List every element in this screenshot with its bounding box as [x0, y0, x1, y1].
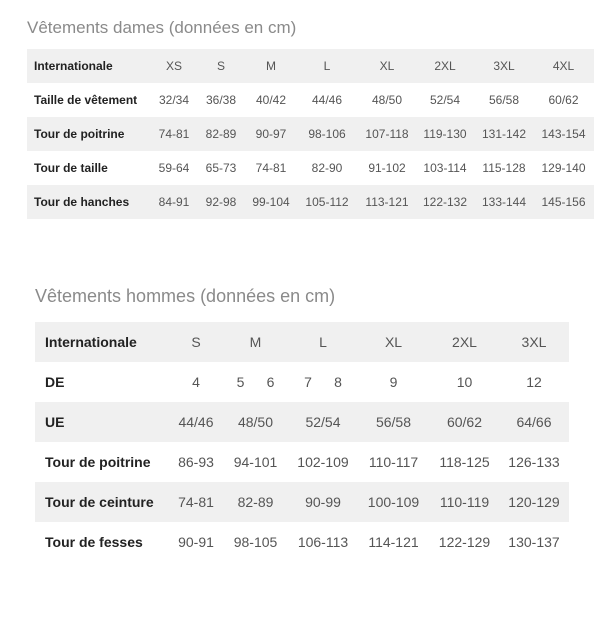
table-header-row [27, 49, 594, 83]
table-row [27, 151, 594, 185]
table-cell: 107-118 [365, 127, 409, 141]
table-cell: 129-140 [541, 161, 586, 175]
table-cell: 119-130 [423, 127, 467, 141]
row-label: Tour de poitrine [45, 454, 151, 470]
table-cell: 86-93 [178, 454, 214, 470]
header-cell: S [191, 334, 201, 350]
women-size-table [27, 49, 594, 219]
table-row [27, 185, 594, 219]
table-cell: 105-112 [305, 195, 349, 209]
women-size-table-title: Vêtements dames (données en cm) [27, 18, 297, 37]
header-cell: L [319, 334, 327, 350]
table-cell: 92-98 [205, 195, 237, 209]
row-label: DE [45, 374, 65, 390]
header-cell: XL [379, 59, 395, 73]
table-cell-value: 7 [304, 374, 312, 390]
table-cell: 74-81 [178, 494, 214, 510]
table-row [35, 442, 569, 482]
row-label: Tour de poitrine [34, 127, 125, 141]
table-cell: 9 [389, 374, 398, 390]
row-label: Tour de hanches [34, 195, 130, 209]
table-cell: 12 [526, 374, 542, 390]
table-cell: 52/54 [429, 93, 461, 107]
header-cell: 2XL [434, 59, 456, 73]
table-cell: 59-64 [158, 161, 190, 175]
table-cell: 48/50 [237, 414, 274, 430]
row-label: Tour de taille [34, 161, 108, 175]
table-cell: 90-97 [255, 127, 287, 141]
table-cell: 74-81 [255, 161, 287, 175]
header-cell: XS [165, 59, 182, 73]
table-cell: 99-104 [252, 195, 290, 209]
table-cell-value: 8 [334, 374, 342, 390]
table-cell-value: 5 [236, 374, 245, 390]
table-cell: 110-119 [439, 494, 490, 510]
table-cell: 94-101 [233, 454, 278, 470]
table-cell: 48/50 [371, 93, 403, 107]
table-cell: 82-89 [205, 127, 237, 141]
table-cell: 44/46 [311, 93, 343, 107]
table-cell: 122-129 [438, 534, 491, 550]
table-cell: 103-114 [423, 161, 467, 175]
table-cell: 145-156 [541, 195, 586, 209]
table-cell: 82-90 [311, 161, 343, 175]
table-cell: 143-154 [541, 127, 586, 141]
table-row [35, 522, 569, 562]
table-cell: 91-102 [368, 161, 406, 175]
table-cell: 32/34 [158, 93, 190, 107]
table-cell-value: 6 [266, 374, 275, 390]
row-label: UE [45, 414, 65, 430]
row-label: Tour de fesses [45, 534, 143, 550]
table-cell: 56/58 [375, 414, 412, 430]
size-pair [293, 374, 353, 390]
table-cell: 56/58 [488, 93, 520, 107]
header-cell: 4XL [552, 59, 575, 73]
table-cell: 118-125 [439, 454, 490, 470]
header-cell: M [249, 334, 262, 350]
table-cell: 115-128 [482, 161, 526, 175]
table-cell: 113-121 [365, 195, 409, 209]
table-cell: 131-142 [481, 127, 527, 141]
table-cell: 36/38 [205, 93, 237, 107]
table-cell: 90-91 [178, 534, 214, 550]
table-cell: 106-113 [297, 534, 349, 550]
table-cell: 130-137 [508, 534, 560, 550]
header-cell: S [216, 59, 225, 73]
header-cell: L [323, 59, 331, 73]
table-cell: 82-89 [237, 494, 274, 510]
table-cell [289, 362, 357, 402]
table-cell: 60/62 [446, 414, 483, 430]
header-cell: Internationale [34, 59, 113, 73]
table-row [27, 83, 594, 117]
row-label: Tour de ceinture [45, 494, 154, 510]
table-cell: 4 [192, 374, 200, 390]
table-row [35, 482, 569, 522]
table-cell: 64/66 [516, 414, 552, 430]
table-row [27, 117, 594, 151]
header-cell: 3XL [493, 59, 515, 73]
table-cell: 122-132 [422, 195, 468, 209]
table-cell: 44/46 [178, 414, 214, 430]
table-cell: 126-133 [508, 454, 560, 470]
header-cell: 3XL [521, 334, 547, 350]
table-cell: 110-117 [368, 454, 419, 470]
table-cell: 74-81 [158, 127, 190, 141]
header-cell: Internationale [45, 334, 137, 350]
header-cell: M [266, 59, 276, 73]
table-cell: 90-99 [305, 494, 341, 510]
table-cell: 84-91 [158, 195, 190, 209]
table-cell: 120-129 [508, 494, 560, 510]
men-size-table-title: Vêtements hommes (données en cm) [35, 286, 336, 306]
table-cell: 114-121 [368, 534, 419, 550]
size-pair [226, 374, 286, 390]
table-cell: 133-144 [481, 195, 527, 209]
table-cell: 98-105 [233, 534, 278, 550]
table-cell: 60/62 [548, 93, 579, 107]
table-cell [222, 362, 289, 402]
table-header-row [35, 322, 569, 362]
row-label: Taille de vêtement [34, 93, 138, 107]
table-cell: 98-106 [308, 127, 346, 141]
men-size-table [35, 322, 569, 562]
table-cell: 102-109 [297, 454, 349, 470]
table-cell: 65-73 [205, 161, 237, 175]
table-row [35, 402, 569, 442]
table-row [35, 362, 569, 402]
header-cell: XL [384, 334, 403, 350]
header-cell: 2XL [452, 334, 477, 350]
table-cell: 40/42 [255, 93, 287, 107]
table-cell: 100-109 [367, 494, 420, 510]
table-cell: 52/54 [305, 414, 341, 430]
table-cell: 10 [456, 374, 473, 390]
